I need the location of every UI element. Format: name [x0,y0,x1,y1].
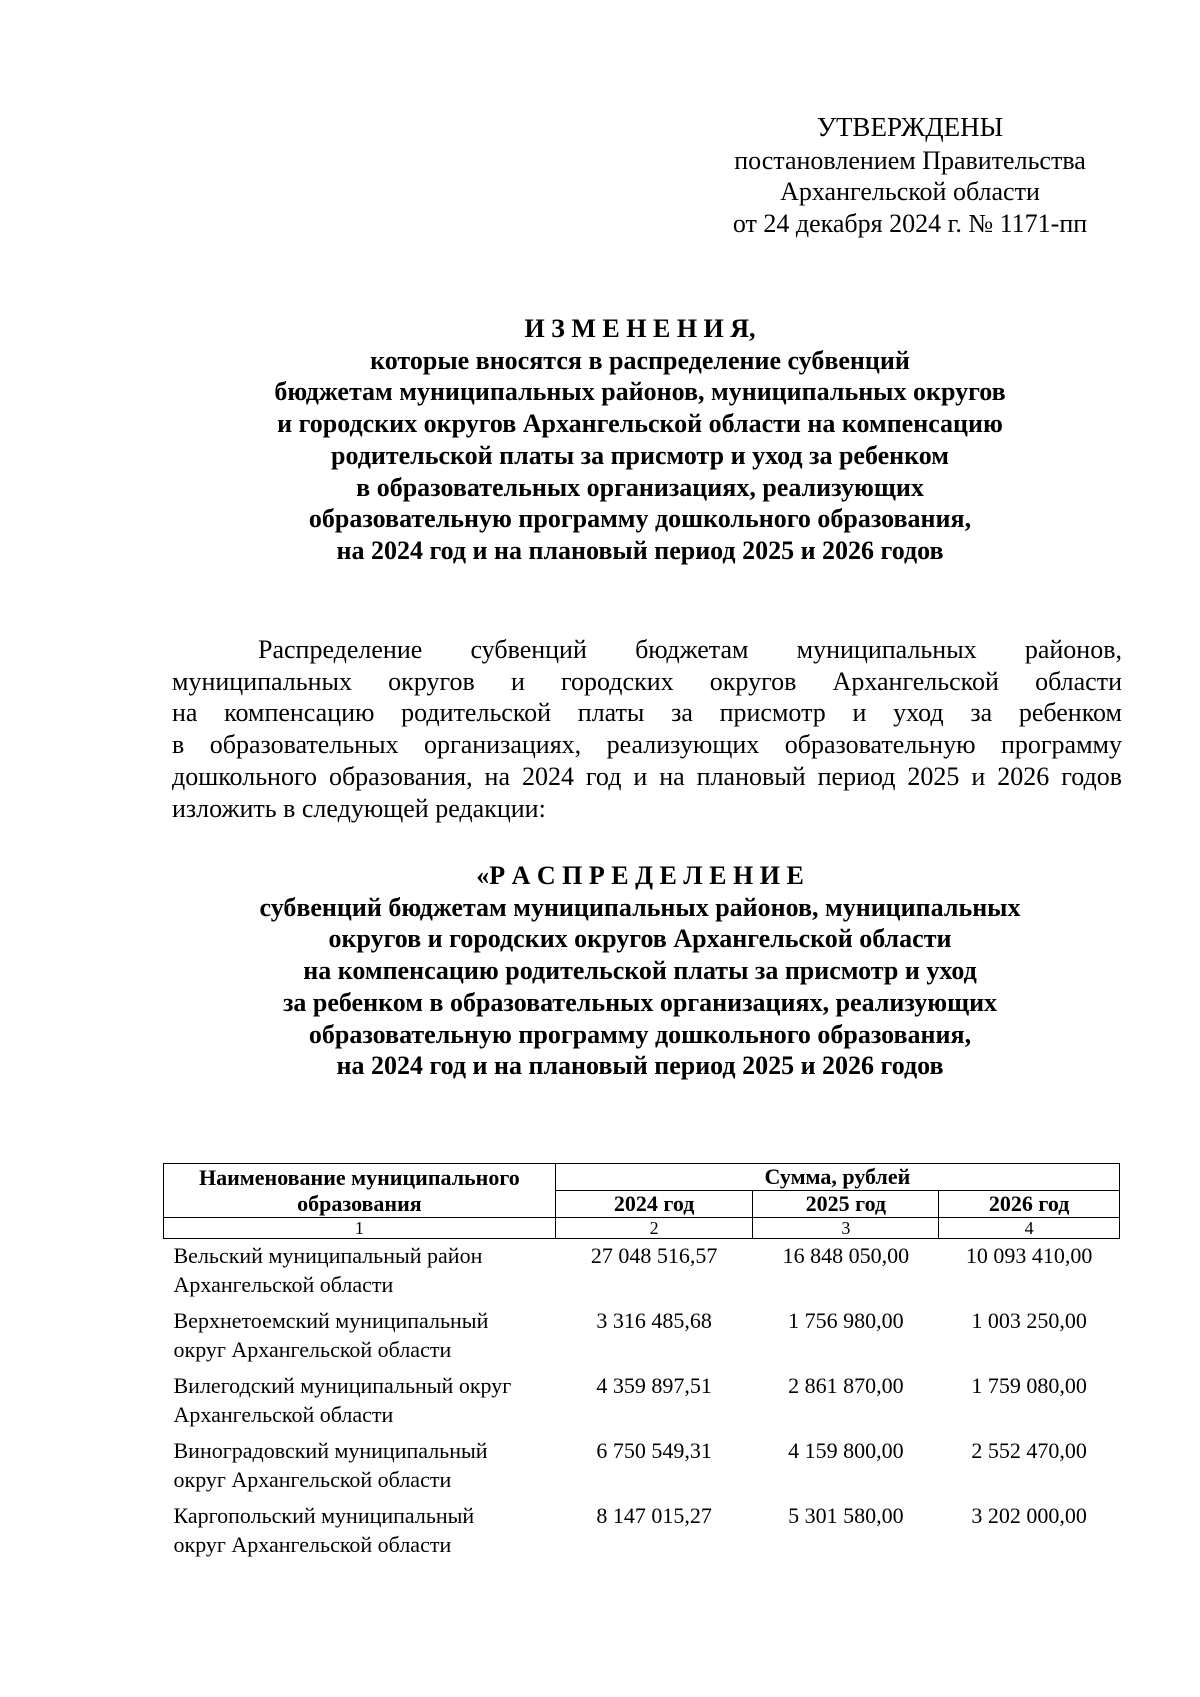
distribution-title [160,860,1120,1082]
amount-2026: 3 202 000,00 [971,1503,1087,1528]
municipality-name [164,1369,556,1434]
changes-title-line: родительской платы за присмотр и уход за ребенком [331,440,949,470]
paragraph-line: изложить в следующей редакции: [172,793,546,823]
amount-2026: 1 003 250,00 [971,1308,1087,1333]
header-municipality-name [164,1164,556,1218]
name-line: Каргопольский муниципальный [173,1503,475,1528]
distribution-title-line: образовательную программу дошкольного образования, [308,1019,972,1049]
distribution-heading [160,860,1120,892]
distribution-title-line: на 2024 год и на плановый период 2025 и 2026 годов [336,1051,944,1081]
distribution-table [163,1163,1120,1564]
paragraph-line: на компенсацию родительской платы за присмотр и уход за ребенком [172,698,1122,728]
approval-line-2: Архангельской области [780,177,1040,206]
distribution-title-line: за ребенком в образовательных организациях, реализующих [282,987,998,1017]
paragraph-line: в образовательных организациях, реализующих образовательную программу [172,730,1122,760]
name-line: Вельский муниципальный район [173,1243,483,1268]
amount-2024: 8 147 015,27 [596,1503,712,1528]
header-sum: Сумма, рублей [555,1164,1119,1191]
distribution-title-line: округов и городских округов Архангельской области [328,924,952,954]
table-row [164,1239,1120,1305]
name-line: Архангельской области [173,1271,394,1297]
changes-title-line: на 2024 год и на плановый период 2025 и 2026 годов [336,535,944,565]
amount-2026: 10 093 410,00 [965,1243,1093,1268]
name-line: Вилегодский муниципальный округ [173,1373,512,1398]
column-index: 4 [939,1218,1120,1239]
header-year-2026: 2026 год [939,1191,1120,1218]
header-name-line-1: Наименование муниципального [198,1164,520,1190]
municipality-name [164,1239,556,1305]
name-line: Верхнетоемский муниципальный [173,1308,489,1333]
amount-2024: 3 316 485,68 [596,1308,712,1333]
amount-2024: 4 359 897,51 [596,1373,712,1398]
name-line: Виноградовский муниципальный [173,1438,488,1463]
municipality-name [164,1434,556,1499]
table-row [164,1434,1120,1499]
name-line: округ Архангельской области [173,1336,452,1362]
changes-title-line: бюджетам муниципальных районов, муниципальных округов [274,377,1006,407]
amount-2025: 2 861 870,00 [788,1373,904,1398]
changes-heading: И З М Е Н Е Н И Я, [524,314,756,343]
table-row [164,1499,1120,1564]
amount-2024: 6 750 549,31 [596,1438,712,1463]
header-name-line-2: образования [297,1190,422,1216]
distribution-title-line: на компенсацию родительской платы за присмотр и уход [303,956,977,986]
changes-title-line: в образовательных организациях, реализующих [356,472,924,502]
amount-2025: 1 756 980,00 [788,1308,904,1333]
header-year-2025: 2025 год [753,1191,939,1218]
approval-stamp [700,112,1120,239]
municipality-name [164,1304,556,1369]
paragraph-line: муниципальных округов и городских округов Архангельской области [172,666,1122,696]
amount-2024: 27 048 516,57 [590,1243,718,1268]
changes-title-line: и городских округов Архангельской области на компенсацию [277,409,1003,439]
amount-2026: 1 759 080,00 [971,1373,1087,1398]
amount-2026: 2 552 470,00 [971,1438,1087,1463]
paragraph-line: дошкольного образования, на 2024 год и на плановый период 2025 и 2026 годов [172,761,1122,791]
table-row [164,1369,1120,1434]
distribution-heading-text: «Р А С П Р Е Д Е Л Е Н И Е [476,861,804,890]
changes-title [160,313,1120,567]
changes-title-line: образовательную программу дошкольного образования, [308,504,972,534]
column-index: 2 [555,1218,753,1239]
changes-title-line: которые вносятся в распределение субвенций [370,345,910,375]
amount-2025: 4 159 800,00 [788,1438,904,1463]
distribution-title-line: субвенций бюджетам муниципальных районов, муниципальных [259,892,1021,922]
amount-2025: 5 301 580,00 [788,1503,904,1528]
approval-line-3: от 24 декабря 2024 г. № 1171-пп [732,208,1088,238]
intro-paragraph [172,634,1122,824]
approval-line-1: постановлением Правительства [734,145,1086,175]
approval-title: УТВЕРЖДЕНЫ [816,112,1004,142]
table-row [164,1304,1120,1369]
paragraph-line: Распределение субвенций бюджетам муниципальных районов, [258,635,1122,664]
municipality-name [164,1499,556,1564]
amount-2025: 16 848 050,00 [782,1243,910,1268]
header-year-2024: 2024 год [555,1191,753,1218]
name-line: Архангельской области [173,1401,394,1427]
column-index: 3 [753,1218,939,1239]
column-index: 1 [164,1218,556,1239]
name-line: округ Архангельской области [173,1466,452,1492]
name-line: округ Архангельской области [173,1531,452,1557]
column-index-row [164,1218,1120,1239]
